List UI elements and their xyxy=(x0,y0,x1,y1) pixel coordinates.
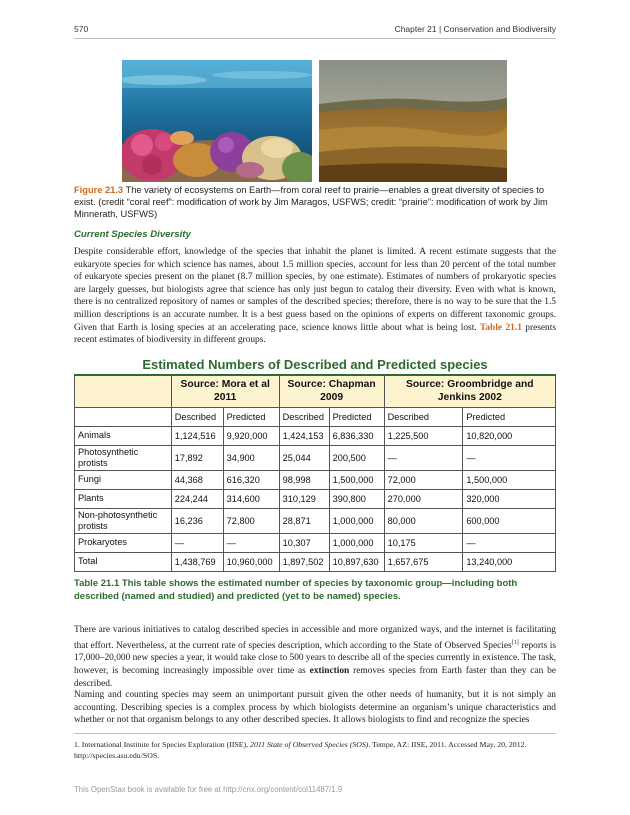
table-cell: 16,236 xyxy=(171,508,223,533)
footnote-marker[interactable]: [1] xyxy=(511,639,519,646)
table-cell: 1,657,675 xyxy=(384,552,463,571)
row-group-label: Total xyxy=(75,552,172,571)
body-paragraph xyxy=(74,246,556,347)
table-cell: 200,500 xyxy=(329,445,384,470)
table-cell: 44,368 xyxy=(171,470,223,489)
figure-caption-text: The variety of ecosystems on Earth—from coral reef to prairie—enables a great diversity of species to exist. (credit “coral reef”: modification of work by Jim Maragos, USFWS; credit: “prairie”: modification of work by Jim Minnerath, USFWS) xyxy=(74,185,548,219)
species-table xyxy=(74,374,556,572)
table-cell: — xyxy=(463,533,556,552)
table-row xyxy=(75,445,556,470)
table-reference-link[interactable]: Table 21.1 xyxy=(480,322,522,333)
table-cell: 390,800 xyxy=(329,489,384,508)
table-cell: 224,244 xyxy=(171,489,223,508)
paragraph-text: There are various initiatives to catalog described species in accessible and more organized ways, and the internet is facilitating that effort. Nevertheless, at the current rate of species description, which according to the State of Observed Species xyxy=(74,625,556,651)
prairie-image xyxy=(319,60,507,182)
row-group-label: Animals xyxy=(75,426,172,445)
paragraph-text: removes species from Earth faster than they can be described. xyxy=(74,665,556,689)
table-cell: 10,960,000 xyxy=(223,552,279,571)
table-cell: 13,240,000 xyxy=(463,552,556,571)
source-header: Source: Chapman 2009 xyxy=(279,375,384,407)
table-cell: 314,600 xyxy=(223,489,279,508)
chapter-title: Chapter 21 | Conservation and Biodiversity xyxy=(394,24,556,34)
table-cell: 320,000 xyxy=(463,489,556,508)
paragraph-text: reports is 17,000–20,000 new species a year, it would take close to 500 years to describe all of the species currently in existence. The task, however, is becoming increasingly impossible over time as xyxy=(74,640,556,676)
page-number: 570 xyxy=(74,24,89,34)
column-header: Predicted xyxy=(223,407,279,426)
table-cell: — xyxy=(223,533,279,552)
table-cell: 1,124,516 xyxy=(171,426,223,445)
table-cell: 28,871 xyxy=(279,508,329,533)
table-cell: 1,000,000 xyxy=(329,508,384,533)
table-cell: 34,900 xyxy=(223,445,279,470)
column-header: Predicted xyxy=(463,407,556,426)
table-cell: 1,438,769 xyxy=(171,552,223,571)
footnote-url[interactable]: http://species.asu.edu/SOS. xyxy=(74,751,160,760)
table-cell: 1,225,500 xyxy=(384,426,463,445)
table-cell: 72,800 xyxy=(223,508,279,533)
table-cell: 600,000 xyxy=(463,508,556,533)
column-header: Described xyxy=(171,407,223,426)
row-group-label: Plants xyxy=(75,489,172,508)
table-cell: 10,820,000 xyxy=(463,426,556,445)
row-group-label: Photosynthetic protists xyxy=(75,445,172,470)
footnote-text: 1. International Institute for Species Exploration (IISE), xyxy=(74,740,251,749)
table-cell: 10,175 xyxy=(384,533,463,552)
table-cell: 10,897,630 xyxy=(329,552,384,571)
page-footer: This OpenStax book is available for free at http://cnx.org/content/col11487/1.9 xyxy=(74,785,343,794)
table-cell: 1,500,000 xyxy=(463,470,556,489)
footnote-text: . Tempe, AZ: IISE, 2011. Accessed May, 20, 2012. xyxy=(368,740,527,749)
row-group-label: Prokaryotes xyxy=(75,533,172,552)
table-caption: Table 21.1 This table shows the estimated number of species by taxonomic group—including both described (named and studied) and predicted (yet to be named) species. xyxy=(74,578,518,602)
table-cell: 6,836,330 xyxy=(329,426,384,445)
table-row xyxy=(75,533,556,552)
table-cell: 616,320 xyxy=(223,470,279,489)
body-paragraph xyxy=(74,624,556,690)
table-corner-cell xyxy=(75,407,172,426)
source-header: Source: Groombridge and Jenkins 2002 xyxy=(384,375,555,407)
row-group-label: Non-photosynthetic protists xyxy=(75,508,172,533)
table-cell: 1,424,153 xyxy=(279,426,329,445)
footnote xyxy=(74,739,556,761)
paragraph-text: Despite considerable effort, knowledge of the species that inhabit the planet is limited. A recent estimate suggests that the eukaryote species for which science has names, about 1.5 million species, account for less than 20 percent of the total number of eukaryote species present on the planet (8.7 million species, by one estimate). Estimates of numbers of prokaryotic species are largely guesses, but biologists agree that science has only just begun to catalog their diversity. Even with what is known, there is no centralized repository of names or samples of the described species; therefore, there is no way to be sure that the 1.5 million descriptions is an accurate number. It is a best guess based on the opinions of experts on different taxonomic groups. Given that Earth is losing species at an accelerating pace, science knows little about what is being lost. xyxy=(74,247,556,333)
paragraph-text: presents recent estimates of biodiversity in different groups. xyxy=(74,322,556,346)
coral-reef-image xyxy=(122,60,312,182)
column-header: Described xyxy=(384,407,463,426)
table-cell: 1,500,000 xyxy=(329,470,384,489)
table-cell: 1,897,502 xyxy=(279,552,329,571)
table-title: Estimated Numbers of Described and Predicted species xyxy=(142,357,488,372)
source-header: Source: Mora et al 2011 xyxy=(171,375,279,407)
table-cell: 310,129 xyxy=(279,489,329,508)
table-cell: 72,000 xyxy=(384,470,463,489)
table-cell: — xyxy=(384,445,463,470)
column-header: Described xyxy=(279,407,329,426)
section-heading: Current Species Diversity xyxy=(74,229,191,240)
table-cell: — xyxy=(171,533,223,552)
table-cell: 270,000 xyxy=(384,489,463,508)
figure-caption xyxy=(74,184,556,220)
table-cell: — xyxy=(463,445,556,470)
table-row xyxy=(75,489,556,508)
column-header: Predicted xyxy=(329,407,384,426)
table-cell: 9,920,000 xyxy=(223,426,279,445)
table-row xyxy=(75,426,556,445)
key-term: extinction xyxy=(309,665,350,676)
footnote-divider xyxy=(74,733,556,734)
table-cell: 10,307 xyxy=(279,533,329,552)
table-row xyxy=(75,508,556,533)
figure-label: Figure 21.3 xyxy=(74,185,124,195)
table-cell: 80,000 xyxy=(384,508,463,533)
body-paragraph: Naming and counting species may seem an unimportant pursuit given the other needs of humanity, but it is not simply an accounting. Describing species is a complex process by which biologists determine an organism’s unique characteristics and whether or not that organism belongs to any other described species. It allows biologists to find and recognize the species xyxy=(74,690,556,726)
table-corner-cell xyxy=(75,375,172,407)
table-row xyxy=(75,470,556,489)
table-cell: 25,044 xyxy=(279,445,329,470)
table-row xyxy=(75,552,556,571)
table-cell: 98,998 xyxy=(279,470,329,489)
row-group-label: Fungi xyxy=(75,470,172,489)
table-cell: 1,000,000 xyxy=(329,533,384,552)
footnote-title: 2011 State of Observed Species (SOS) xyxy=(250,740,369,749)
table-cell: 17,892 xyxy=(171,445,223,470)
table-body xyxy=(75,426,556,571)
header-divider xyxy=(74,38,556,39)
